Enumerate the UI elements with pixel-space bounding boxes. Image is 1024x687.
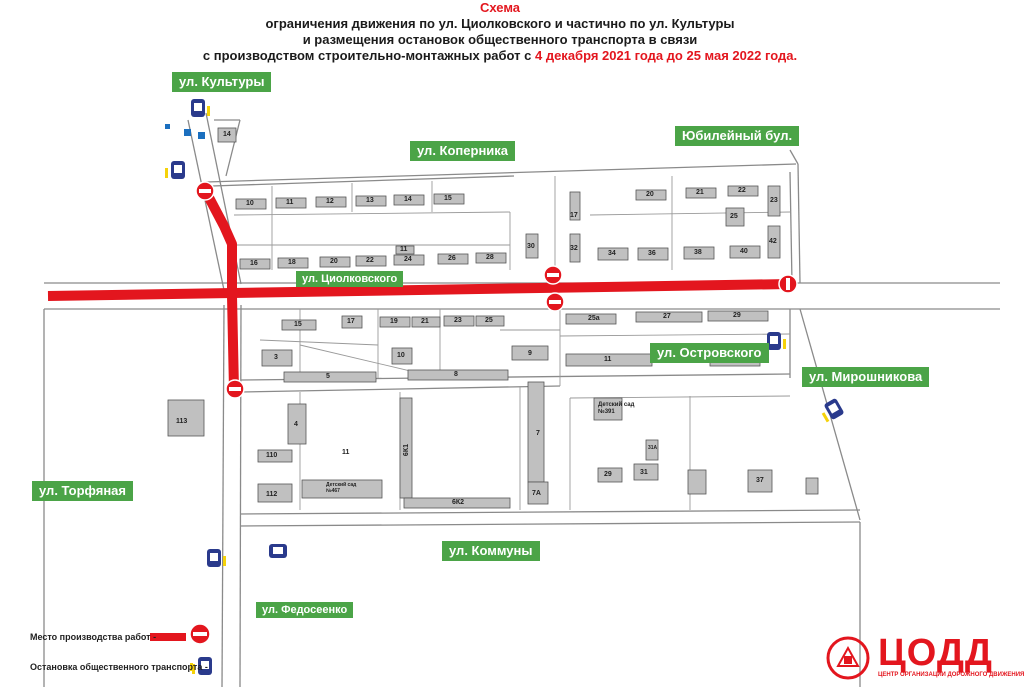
building-34: 34 — [608, 250, 616, 257]
building-28: 28 — [486, 254, 494, 261]
building-14b: 14 — [404, 196, 412, 203]
building-23-mid: 23 — [454, 317, 462, 324]
building-30: 30 — [527, 243, 535, 250]
building-20-ne: 20 — [646, 191, 654, 198]
building-31: 31 — [640, 469, 648, 476]
logo-subtitle: ЦЕНТР ОРГАНИЗАЦИИ ДОРОЖНОГО ДВИЖЕНИЯ — [878, 672, 1024, 678]
street-label-ostrovskogo: ул. Островского — [650, 343, 769, 363]
header-line2: и размещения остановок общественного транспорта в связи — [302, 32, 698, 47]
building-29-south: 29 — [604, 471, 612, 478]
building-25-mid: 25 — [485, 317, 493, 324]
street-label-torfyanaya: ул. Торфяная — [32, 481, 133, 501]
building-11-ostr: 11 — [604, 356, 612, 363]
building-11-small: 11 — [400, 246, 408, 253]
building-25-ne: 25 — [730, 213, 738, 220]
building-15-mid: 15 — [294, 321, 302, 328]
building-4: 4 — [294, 421, 298, 428]
street-label-tsiolkovskogo: ул. Циолковского — [296, 271, 403, 287]
building-11: 11 — [286, 199, 294, 206]
street-label-yubileyny: Юбилейный бул. — [675, 126, 799, 146]
building-26: 26 — [448, 255, 456, 262]
building-42: 42 — [769, 238, 777, 245]
street-label-fedoseenko: ул. Федосеенко — [256, 602, 353, 618]
building-24: 24 — [404, 256, 412, 263]
building-22-ne: 22 — [738, 187, 746, 194]
building-40: 40 — [740, 248, 748, 255]
kindergarten-391: Детский сад №391 — [598, 402, 635, 415]
building-37: 37 — [756, 477, 764, 484]
building-10-mid: 10 — [397, 352, 405, 359]
building-38: 38 — [694, 249, 702, 256]
building-17-mid: 17 — [347, 318, 355, 325]
building-25a: 25а — [588, 315, 600, 322]
header-dates: 4 декабря 2021 года до 25 мая 2022 года. — [534, 48, 798, 63]
street-label-miroshnikova: ул. Мирошникова — [802, 367, 929, 387]
building-7: 7 — [536, 430, 540, 437]
building-8: 8 — [454, 371, 458, 378]
building-16: 16 — [250, 260, 258, 267]
header-title: Схема — [479, 0, 521, 15]
building-21-ne: 21 — [696, 189, 704, 196]
building-14: 14 — [223, 131, 231, 138]
building-113: 113 — [176, 418, 188, 425]
building-23-ne: 23 — [770, 197, 778, 204]
building-31a: 31А — [648, 445, 658, 451]
street-label-kommuny: ул. Коммуны — [442, 541, 540, 561]
building-22: 22 — [366, 257, 374, 264]
legend-stop: Остановка общественного транспорта - — [30, 662, 208, 672]
map-header — [0, 0, 1000, 64]
legend-works: Место производства работ - — [30, 632, 157, 642]
building-5: 5 — [326, 373, 330, 380]
building-10: 10 — [246, 200, 254, 207]
building-9: 9 — [528, 350, 532, 357]
street-label-kultury: ул. Культуры — [172, 72, 271, 92]
building-110: 110 — [266, 452, 278, 459]
building-20: 20 — [330, 258, 338, 265]
header-line3-prefix: с производством строительно-монтажных работ с — [202, 48, 532, 63]
building-6k1: 6К1 — [403, 444, 410, 457]
logo-text: ЦОДД — [878, 632, 993, 674]
building-11-south: 11 — [342, 449, 350, 456]
building-12: 12 — [326, 198, 334, 205]
building-112: 112 — [266, 491, 278, 498]
building-18: 18 — [288, 259, 296, 266]
building-15: 15 — [444, 195, 452, 202]
building-3: 3 — [274, 354, 278, 361]
building-21-mid: 21 — [421, 318, 429, 325]
building-13: 13 — [366, 197, 374, 204]
building-27: 27 — [663, 313, 671, 320]
street-label-kopernika: ул. Коперника — [410, 141, 515, 161]
building-36: 36 — [648, 250, 656, 257]
building-32: 32 — [570, 245, 578, 252]
header-line1: ограничения движения по ул. Циолковского и частично по ул. Культуры — [265, 16, 735, 31]
building-19: 19 — [390, 318, 398, 325]
building-7a: 7А — [532, 490, 541, 497]
building-6k2: 6К2 — [452, 499, 465, 506]
header-line3 — [0, 48, 1000, 64]
building-29: 29 — [733, 312, 741, 319]
kindergarten-467: Детский сад №467 — [326, 482, 357, 494]
building-17: 17 — [570, 212, 578, 219]
codd-logo — [828, 632, 1024, 684]
